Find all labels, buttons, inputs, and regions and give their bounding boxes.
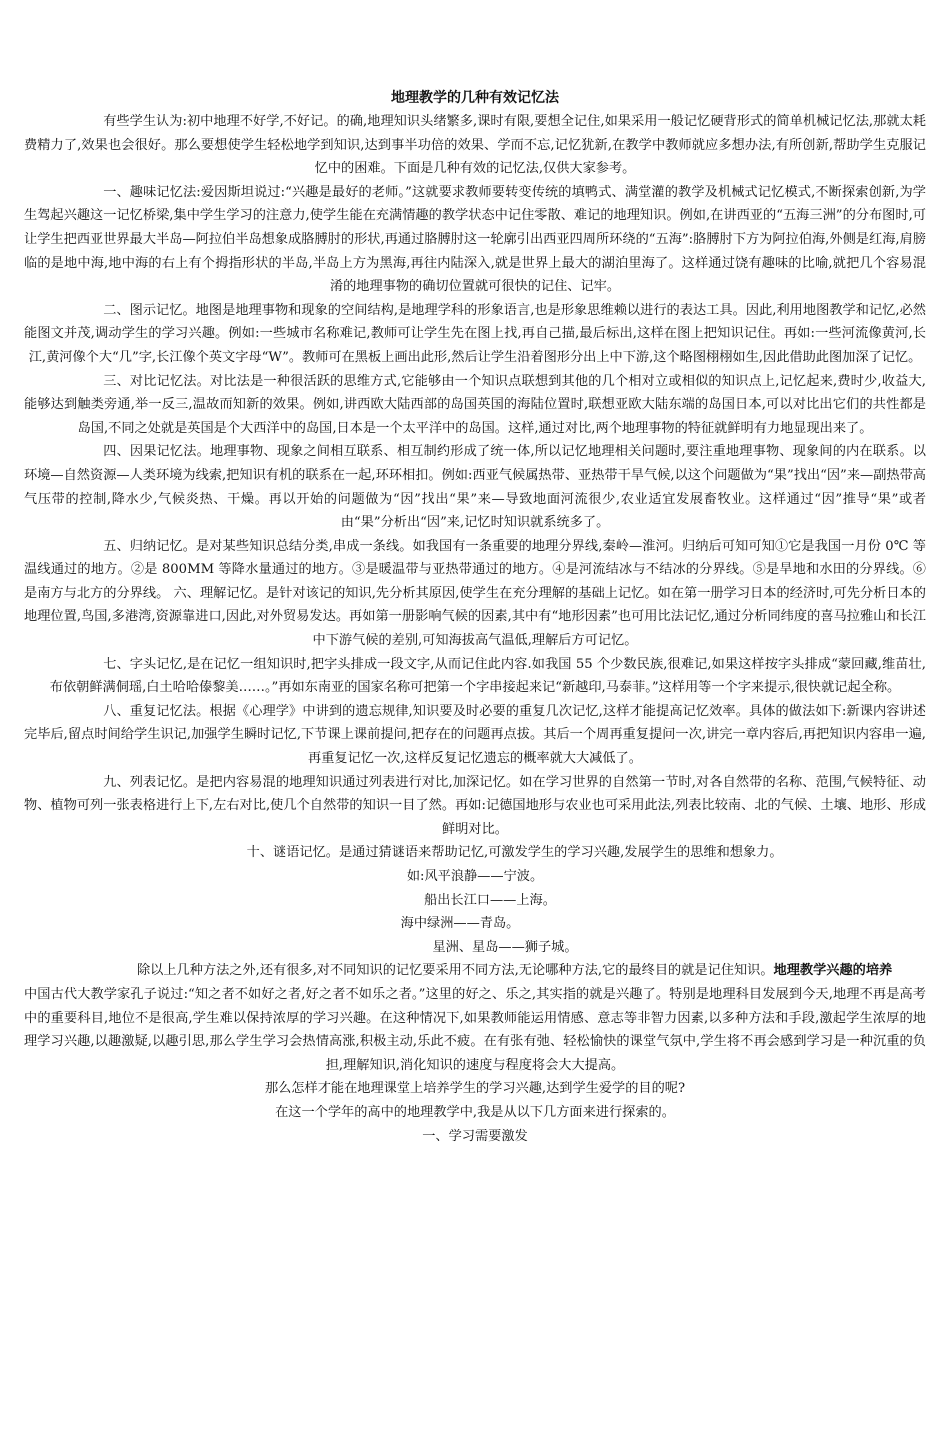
method-interest-paragraph: 一、趣味记忆法:爱因斯坦说过:“兴趣是最好的老师。”这就要求教师要转变传统的填鸭式、满堂灌的教学及机械式记忆模式,不断探索创新,为学生驾起兴趣这一记忆桥梁,集中学生学习的注意力,使学生能在充满情趣的教学状态中记住零散、难记的地理知识。例如,在讲西亚的“五海三洲”的分布图时,可让学生把西亚世界最大半岛—阿拉伯半岛想象成胳膊肘的形状,再通过胳膊肘这一轮廓引出西亚四周所环绕的“五海”:胳膊肘下方为阿拉伯海,外侧是红海,肩膀临的是地中海,地中海的右上有个拇指形状的半岛,半岛上方为黑海,再往内陆深入,就是世界上最大的湖泊里海了。这样通过饶有趣味的比喻,就把几个容易混淆的地理事物的确切位置就可很快的记住、记牢。 (24, 184, 926, 295)
method-contrast-paragraph: 三、对比记忆法。对比法是一种很活跃的思维方式,它能够由一个知识点联想到其他的几个相对立或相似的知识点上,记忆起来,费时少,收益大,能够达到触类旁通,举一反三,温故而知新的效果。例如,讲西欧大陆西部的岛国英国的海陆位置时,联想亚欧大陆东端的岛国日本,可以对比出它们的共性都是岛国,不同之处就是英国是个大西洋中的岛国,日本是一个太平洋中的岛国。这样,通过对比,两个地理事物的特征就鲜明有力地显现出来了。 (24, 373, 926, 436)
method-summary-paragraph: 五、归纳记忆。是对某些知识总结分类,串成一条线。如我国有一条重要的地理分界线,秦岭—淮河。归纳后可知可知①它是我国一月份 0℃ 等温线通过的地方。②是 800MM 等降水量通过的地方。③是暖温带与亚热带通过的地方。④是河流结冰与不结冰的分界线。⑤是旱地和水田的分界线。⑥是南方与北方的分界线。 六、理解记忆。是针对该记的知识,先分析其原因,使学生在充分理解的基础上记忆。如在第一册学习日本的经济时,可先分析日本的地理位置,鸟国,多港湾,资源靠进口,因此,对外贸易发达。再如第一册影响气候的因素,其中有“地形因素”也可用比法记忆,通过分析同纬度的喜马拉雅山和长江中下游气候的差别,可知海拔高气温低,理解后方可记忆。 (24, 538, 926, 649)
method-riddle-paragraph: 十、谜语记忆。是通过猜谜语来帮助记忆,可激发学生的学习兴趣,发展学生的思维和想象力。 (246, 845, 783, 861)
section-2-heading-1: 一、学习需要激发 (422, 1128, 528, 1144)
method-repetition-paragraph: 八、重复记忆法。根据《心理学》中讲到的遗忘规律,知识要及时必要的重复几次记忆,这样才能提高记忆效率。具体的做法如下:新课内容讲述完毕后,留点时间给学生识记,加强学生瞬时记忆,下节课上课前提问,把存在的问题再点拔。其后一个周再重复提问一次,讲完一章内容后,再把知识内容串一遍,再重复记忆一次,这样反复记忆遗忘的概率就大大减低了。 (24, 703, 926, 767)
method-cause-effect-paragraph: 四、因果记忆法。地理事物、现象之间相互联系、相互制约形成了统一体,所以记忆地理相关问题时,要注重地理事物、现象间的内在联系。以环境—自然资源—人类环境为线索,把知识有机的联系在一起,环环相扣。例如:西亚气候属热带、亚热带干旱气候,以这个问题做为“果”找出“因”来—副热带高气压带的控制,降水少,气候炎热、干燥。再以开始的问题做为“因”找出“果”来—导致地面河流很少,农业适宜发展畜牧业。这样通过“因”推导“果”或者由“果”分析出“因”来,记忆时知识就系统多了。 (24, 444, 926, 531)
riddle-example: 如:风平浪静——宁波。 (406, 869, 544, 884)
method-initials-paragraph: 七、字头记忆,是在记忆一组知识时,把字头排成一段文字,从而记住此内容.如我国 55 个少数民族,很难记,如果这样按字头排成“蒙回藏,维苗壮,布依朝鲜满侗瑶,白土哈哈傣黎美……。”再如东南亚的国家名称可把第一个字串接起来记“新越印,马泰菲。”这样用等一个字来提示,很快就记起全称。 (49, 656, 926, 696)
method-table-paragraph: 九、列表记忆。是把内容易混的地理知识通过列表进行对比,加深记忆。如在学习世界的自然第一节时,对各自然带的名称、范围,气候特征、动物、植物可列一张表格进行上下,左右对比,使几个自然带的知识一目了然。再如:记德国地形与农业也可采用此法,列表比较南、北的气候、土壤、地形、形成鲜明对比。 (24, 774, 926, 837)
section-2-paragraph: 中国古代大教学家孔子说过:“知之者不如好之者,好之者不如乐之者。”这里的好之、乐之,其实指的就是兴趣了。特别是地理科目发展到今天,地理不再是高考中的重要科目,地位不是很高,学生难以保持浓厚的学习兴趣。在这种情况下,如果教师能运用情感、意志等非智力因素,以多种方法和手段,激起学生浓厚的地理学习兴趣,以趣激疑,以趣引思,那么学生学习会热情高涨,积极主动,乐此不疲。在有张有弛、轻松愉快的课堂气氛中,学生将不再会感到学习是一种沉重的负担,理解知识,消化知识的速度与程度将会大大提高。 (24, 986, 926, 1073)
section-2-title: 地理教学兴趣的培养 (773, 963, 893, 979)
section-2-approach: 在这一个学年的高中的地理教学中,我是从以下几方面来进行探索的。 (275, 1104, 675, 1120)
riddle-example: 船出长江口——上海。 (424, 892, 556, 908)
conclusion-paragraph (24, 959, 926, 983)
intro-paragraph: 有些学生认为:初中地理不好学,不好记。的确,地理知识头绪繁多,课时有限,要想全记住,如果采用一般记忆硬背形式的简单机械记忆法,那就太耗费精力了,效果也会很好。那么要想使学生轻松地学到知识,达到事半功倍的效果、学而不忘,记忆犹新,在教学中教师就应多想办法,有所创新,帮助学生克服记忆中的困难。下面是几种有效的记忆法,仅供大家参考。 (24, 114, 926, 177)
document-title: 地理教学的几种有效记忆法 (391, 90, 559, 106)
conclusion-text: 除以上几种方法之外,还有很多,对不同知识的记忆要采用不同方法,无论哪种方法,它的最终目的就是记住知识。 (136, 963, 774, 979)
method-diagram-paragraph: 二、图示记忆。地图是地理事物和现象的空间结构,是地理学科的形象语言,也是形象思维赖以进行的表达工具。因此,利用地图教学和记忆,必然能图文并茂,调动学生的学习兴趣。例如:一些城市名称难记,教师可让学生先在图上找,再自己描,最后标出,这样在图上把知识记住。再如:一些河流像黄河,长江,黄河像个大“几”字,长江像个英文字母“W”。教师可在黑板上画出此形,然后让学生沿着图形分出上中下游,这个略图栩栩如生,因此借助此图加深了记忆。 (24, 302, 926, 365)
riddle-example: 星洲、星岛——狮子城。 (432, 939, 578, 955)
riddle-example: 海中绿洲——青岛。 (400, 916, 520, 932)
section-2-question: 那么怎样才能在地理课堂上培养学生的学习兴趣,达到学生爱学的目的呢? (264, 1081, 686, 1097)
